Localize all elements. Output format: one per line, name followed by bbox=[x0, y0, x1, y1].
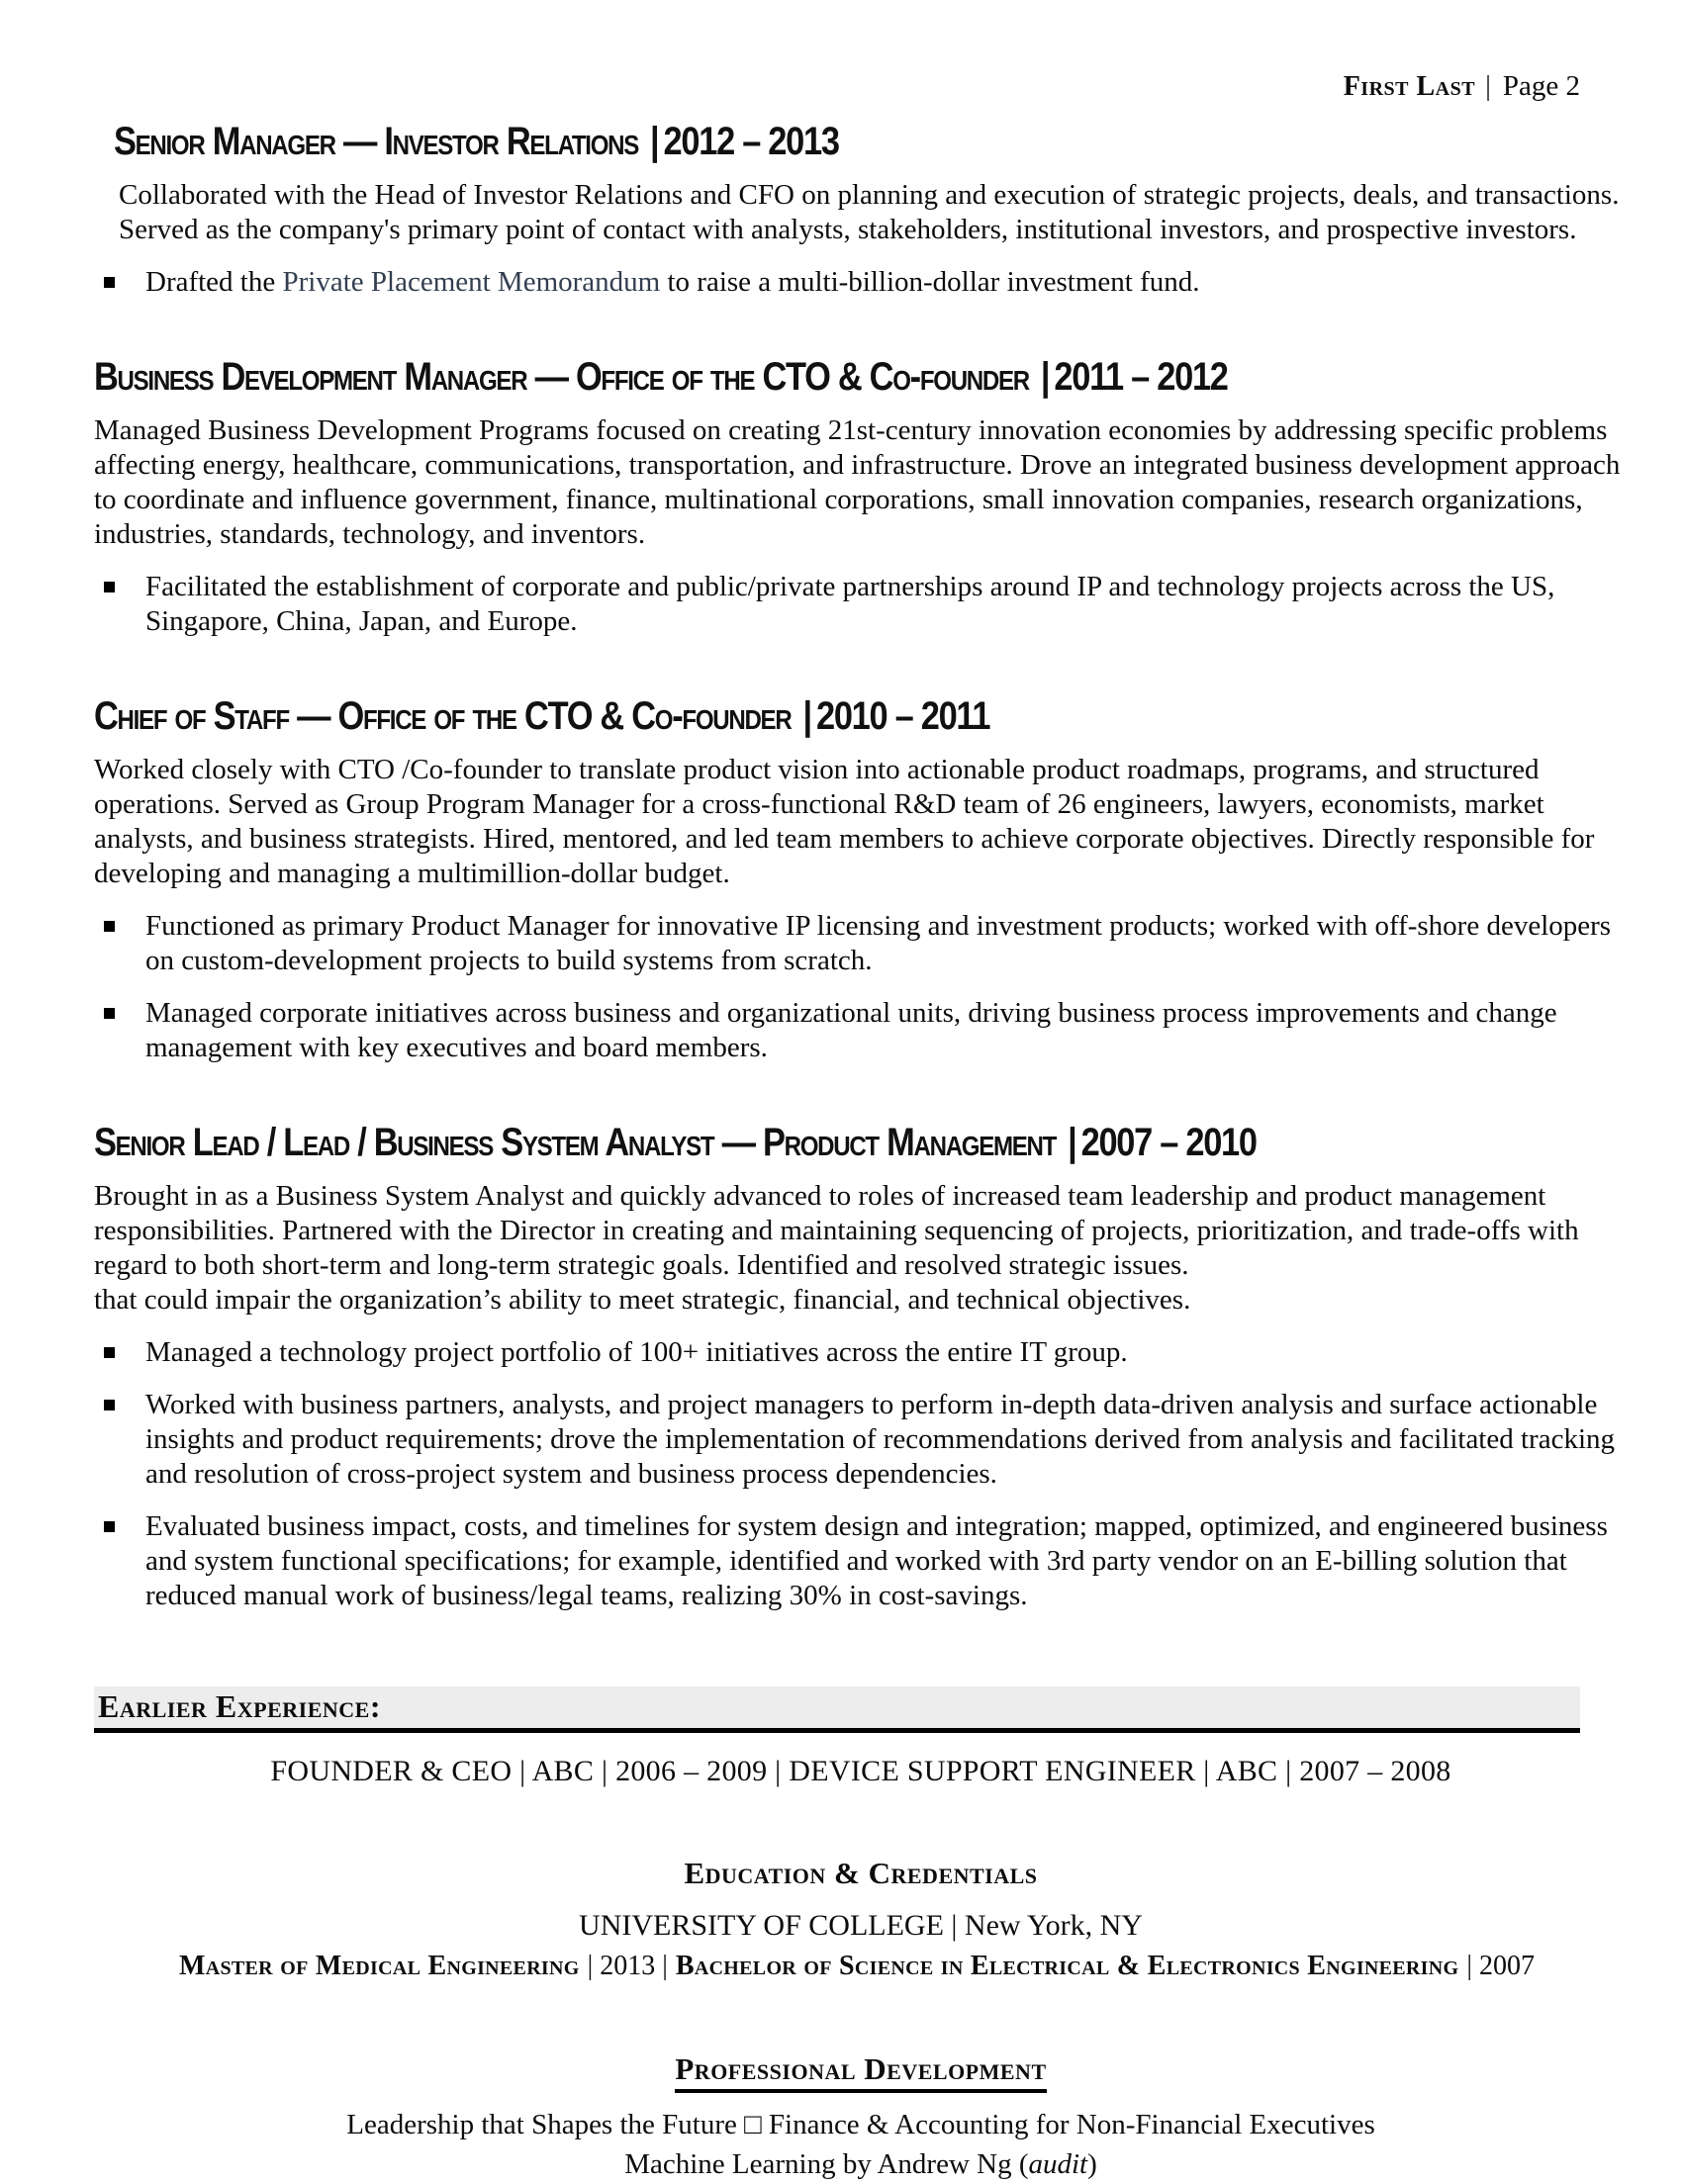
header-separator: | bbox=[1485, 70, 1491, 102]
bullet-text: Functioned as primary Product Manager for innovative IP licensing and investment products; worked with off-shore developers on custom-development projects to build systems from scratch. bbox=[145, 910, 1612, 976]
job-summary: Worked closely with CTO /Co-founder to translate product vision into actionable product roadmaps, programs, and structured operations. Served as Group Program Manager for a cross-functional R&D team of 26 engineers, lawyers, economists, market analysts, and business strategists. Hired, mentored, and led team members to achieve corporate objectives. Directly responsible for developing and managing a multimillion-dollar budget. bbox=[94, 754, 1595, 889]
bullet-text-post: to raise a multi-billion-dollar investment fund. bbox=[660, 266, 1200, 298]
header-name: First Last bbox=[1343, 71, 1476, 102]
line-2-pre: Machine Learning by Andrew Ng ( bbox=[624, 2148, 1029, 2180]
private-placement-memorandum-text: Private Placement Memorandum bbox=[282, 266, 661, 298]
university-line: UNIVERSITY OF COLLEGE | New York, NY bbox=[579, 1909, 1143, 1942]
bullet-item bbox=[104, 1388, 1628, 1492]
bullet-square-icon bbox=[104, 1521, 115, 1532]
job-dates: 2011 – 2012 bbox=[1054, 355, 1228, 399]
earlier-experience-section bbox=[94, 1686, 1628, 1788]
job-dates: 2007 – 2010 bbox=[1080, 1121, 1257, 1164]
job-title bbox=[94, 1121, 1413, 1165]
bullet-text: Managed a technology project portfolio of 100+ initiatives across the entire IT group. bbox=[145, 1336, 1128, 1368]
bullet-square-icon bbox=[104, 1008, 115, 1019]
title-date-pipe: | bbox=[650, 120, 659, 163]
job-title-text: Senior Lead / Lead / Business System Analyst — Product Management bbox=[94, 1121, 1057, 1164]
degree-2-year: | 2007 bbox=[1466, 1951, 1535, 1981]
title-date-pipe: | bbox=[802, 694, 811, 738]
bullet-text: Facilitated the establishment of corporate and public/private partnerships around IP and technology projects across the US, Singapore, China, Japan, and Europe. bbox=[145, 571, 1555, 637]
professional-line-2 bbox=[94, 2144, 1628, 2184]
professional-development-section bbox=[94, 2051, 1628, 2184]
bullet-item bbox=[104, 909, 1628, 978]
job-section-senior-lead-business-system-analyst bbox=[94, 1121, 1628, 1613]
bullet-square-icon bbox=[104, 1400, 115, 1410]
education-heading: Education & Credentials bbox=[684, 1856, 1038, 1890]
job-title bbox=[114, 120, 1416, 164]
job-dates: 2012 – 2013 bbox=[663, 120, 839, 163]
bullet-square-icon bbox=[104, 582, 115, 592]
job-title bbox=[94, 694, 1413, 739]
professional-development-heading: Professional Development bbox=[675, 2051, 1046, 2093]
bullet-text: Managed corporate initiatives across business and organizational units, driving business process improvements and change management with key executives and board members. bbox=[145, 997, 1557, 1063]
bullet-item bbox=[104, 996, 1628, 1065]
page-header bbox=[94, 69, 1628, 104]
earlier-experience-line: FOUNDER & CEO | ABC | 2006 – 2009 | DEVICE SUPPORT ENGINEER | ABC | 2007 – 2008 bbox=[270, 1755, 1451, 1787]
degree-1: Master of Medical Engineering bbox=[179, 1951, 580, 1981]
title-date-pipe: | bbox=[1068, 1121, 1076, 1164]
professional-development-heading-row bbox=[94, 2051, 1628, 2093]
bullet-item bbox=[104, 265, 1628, 300]
bullet-text: Worked with business partners, analysts, and project managers to perform in-depth data-driven analysis and surface actionable insights and product requirements; drove the implementation of recommendations derived from analysis and facilitated tracking and resolution of cross-project system and business process dependencies. bbox=[145, 1389, 1616, 1490]
professional-line-1: Leadership that Shapes the Future □ Finance & Accounting for Non-Financial Executives bbox=[346, 2109, 1375, 2140]
line-2-post: ) bbox=[1087, 2148, 1097, 2180]
title-date-pipe: | bbox=[1040, 355, 1050, 399]
bullet-text: Evaluated business impact, costs, and timelines for system design and integration; mapped, optimized, and engineered business and system functional specifications; for example, identified and worked with 3rd party vendor on an E-billing solution that reduced manual work of business/legal teams, realizing 30% in cost-savings. bbox=[145, 1510, 1608, 1611]
job-section-business-development-manager bbox=[94, 355, 1628, 639]
line-2-audit: audit bbox=[1028, 2148, 1088, 2180]
job-summary-continued: that could impair the organization’s ability to meet strategic, financial, and technical objectives. bbox=[94, 1284, 1191, 1316]
bullet-item bbox=[104, 1509, 1628, 1613]
job-title bbox=[94, 355, 1413, 400]
bullet-square-icon bbox=[104, 1347, 115, 1358]
bullet-text-pre: Drafted the bbox=[145, 266, 283, 298]
job-summary: Managed Business Development Programs focused on creating 21st-century innovation economies by addressing specific problems affecting energy, healthcare, communications, transportation, and infrastructure. Drove an integrated business development approach to coordinate and influence government, finance, multinational corporations, small innovation companies, research organizations, industries, standards, technology, and inventors. bbox=[94, 414, 1621, 550]
degree-line bbox=[94, 1951, 1628, 1982]
job-summary: Collaborated with the Head of Investor Relations and CFO on planning and execution of strategic projects, deals, and transactions. Served as the company's primary point of contact with analysts, stakeholders, institutional investors, and prospective investors. bbox=[119, 179, 1620, 245]
job-title-text: Chief of Staff — Office of the CTO & Co-founder bbox=[94, 694, 792, 738]
education-section bbox=[94, 1856, 1628, 1982]
job-title-text: Business Development Manager — Office of the CTO & Co-founder bbox=[94, 355, 1029, 399]
job-section-chief-of-staff bbox=[94, 694, 1628, 1065]
job-dates: 2010 – 2011 bbox=[815, 694, 990, 738]
job-summary: Brought in as a Business System Analyst and quickly advanced to roles of increased team leadership and product management responsibilities. Partnered with the Director in creating and maintaining sequencing of projects, prioritization, and trade-offs with regard to both short-term and long-term strategic goals. Identified and resolved strategic issues. bbox=[94, 1180, 1579, 1281]
degree-2: Bachelor of Science in Electrical & Electronics Engineering bbox=[675, 1951, 1459, 1981]
bullet-square-icon bbox=[104, 921, 115, 932]
bullet-text bbox=[145, 265, 1200, 300]
bullet-item bbox=[104, 570, 1628, 639]
earlier-experience-heading: Earlier Experience: bbox=[94, 1686, 1580, 1733]
job-title-text: Senior Manager — Investor Relations bbox=[114, 120, 639, 163]
page-number: Page 2 bbox=[1502, 70, 1580, 102]
bullet-item bbox=[104, 1335, 1628, 1370]
job-section-senior-manager bbox=[94, 120, 1628, 300]
degree-1-year: | 2013 | bbox=[587, 1951, 668, 1981]
bullet-square-icon bbox=[104, 277, 115, 288]
